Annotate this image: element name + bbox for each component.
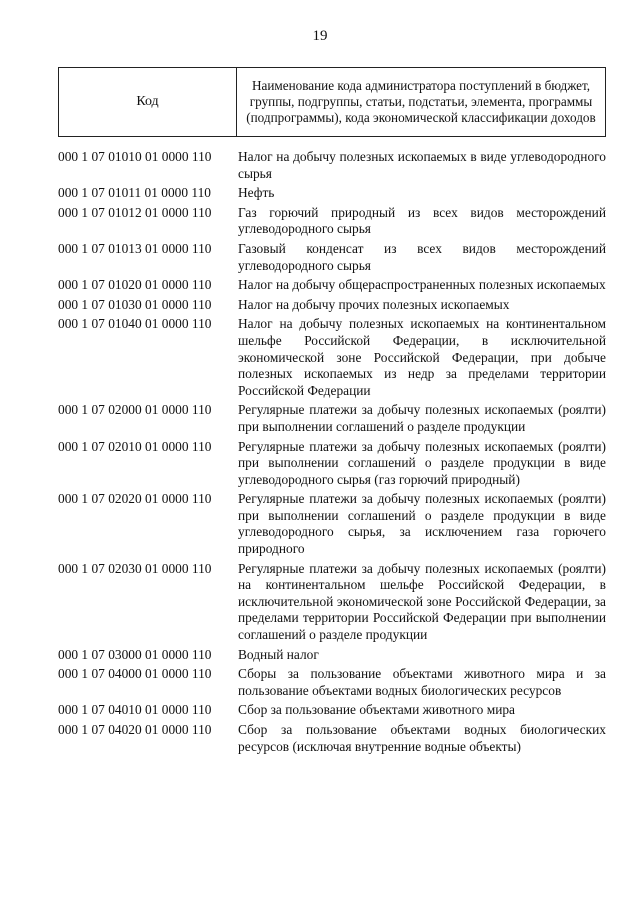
row-code: 000 1 07 01010 01 0000 110 (58, 149, 212, 164)
page-number: 19 (312, 28, 328, 44)
header-name-column: Наименование кода администратора поступлений в бюджет, группы, подгруппы, статьи, подстатьи, элемента, программы (подпрограммы), кода экономической классификации доходов (246, 78, 596, 125)
row-code: 000 1 07 02000 01 0000 110 (58, 402, 212, 418)
row-code: 000 1 07 04020 01 0000 110 (58, 722, 212, 737)
table-row (58, 185, 606, 202)
table-row (58, 277, 606, 294)
row-name: Регулярные платежи за добычу полезных ископаемых (роялти) при выполнении соглашений о разделе продукции в виде углеводородного сырья, за исключением газа горючего природного (238, 491, 606, 557)
table-row (58, 241, 606, 274)
row-code: 000 1 07 01013 01 0000 110 (58, 240, 212, 256)
table-body (58, 149, 606, 755)
row-code: 000 1 07 03000 01 0000 110 (58, 646, 212, 662)
table-row (58, 402, 606, 435)
row-code: 000 1 07 02020 01 0000 110 (58, 491, 212, 507)
table-row (58, 149, 606, 182)
row-code: 000 1 07 04010 01 0000 110 (58, 702, 212, 718)
row-code: 000 1 07 01020 01 0000 110 (58, 277, 212, 293)
row-name: Сбор за пользование объектами животного мира (238, 702, 515, 718)
row-code: 000 1 07 02030 01 0000 110 (58, 560, 212, 576)
row-name: Налог на добычу полезных ископаемых в виде углеводородного сырья (238, 149, 606, 181)
table-row (58, 491, 606, 557)
row-code: 000 1 07 01030 01 0000 110 (58, 296, 212, 312)
table-header (58, 67, 606, 137)
row-name: Сборы за пользование объектами животного мира и за пользование объектами водных биологических ресурсов (238, 666, 606, 698)
row-name: Нефть (238, 185, 275, 201)
table-row (58, 647, 606, 664)
row-name: Водный налог (238, 646, 319, 662)
row-name: Сбор за пользование объектами водных биологических ресурсов (исключая внутренние водные объекты) (238, 722, 606, 754)
row-name: Газовый конденсат из всех видов месторождений углеводородного сырья (238, 240, 606, 273)
row-name: Регулярные платежи за добычу полезных ископаемых (роялти) на континентальном шельфе Российской Федерации, в исключительной экономической зоне Российской Федерации, за пределами территории Российской Федерации при выполнении соглашений о разделе продукции (238, 560, 606, 643)
row-code: 000 1 07 04000 01 0000 110 (58, 666, 212, 682)
table-row (58, 316, 606, 399)
table-row (58, 702, 606, 719)
table-row (58, 722, 606, 755)
table-row (58, 666, 606, 699)
row-name: Налог на добычу полезных ископаемых на континентальном шельфе Российской Федерации, в исключительной экономической зоне Российской Федерации, при добыче полезных ископаемых из недр за пределами территории Российской Федерации (238, 316, 606, 398)
row-code: 000 1 07 01011 01 0000 110 (58, 185, 211, 201)
table-row (58, 297, 606, 314)
row-name: Налог на добычу прочих полезных ископаемых (238, 296, 510, 312)
row-name: Газ горючий природный из всех видов месторождений углеводородного сырья (238, 204, 606, 237)
table-row (58, 561, 606, 644)
table-row (58, 205, 606, 238)
row-code: 000 1 07 02010 01 0000 110 (58, 438, 212, 454)
row-name: Налог на добычу общераспространенных полезных ископаемых (238, 277, 606, 293)
row-code: 000 1 07 01040 01 0000 110 (58, 316, 212, 332)
row-name: Регулярные платежи за добычу полезных ископаемых (роялти) при выполнении соглашений о разделе продукции (238, 402, 606, 434)
header-code-column: Код (59, 68, 237, 136)
row-name: Регулярные платежи за добычу полезных ископаемых (роялти) при выполнении соглашений о разделе продукции в виде углеводородного сырья (газ горючий природный) (238, 438, 606, 487)
row-code: 000 1 07 01012 01 0000 110 (58, 204, 212, 220)
table-row (58, 439, 606, 489)
